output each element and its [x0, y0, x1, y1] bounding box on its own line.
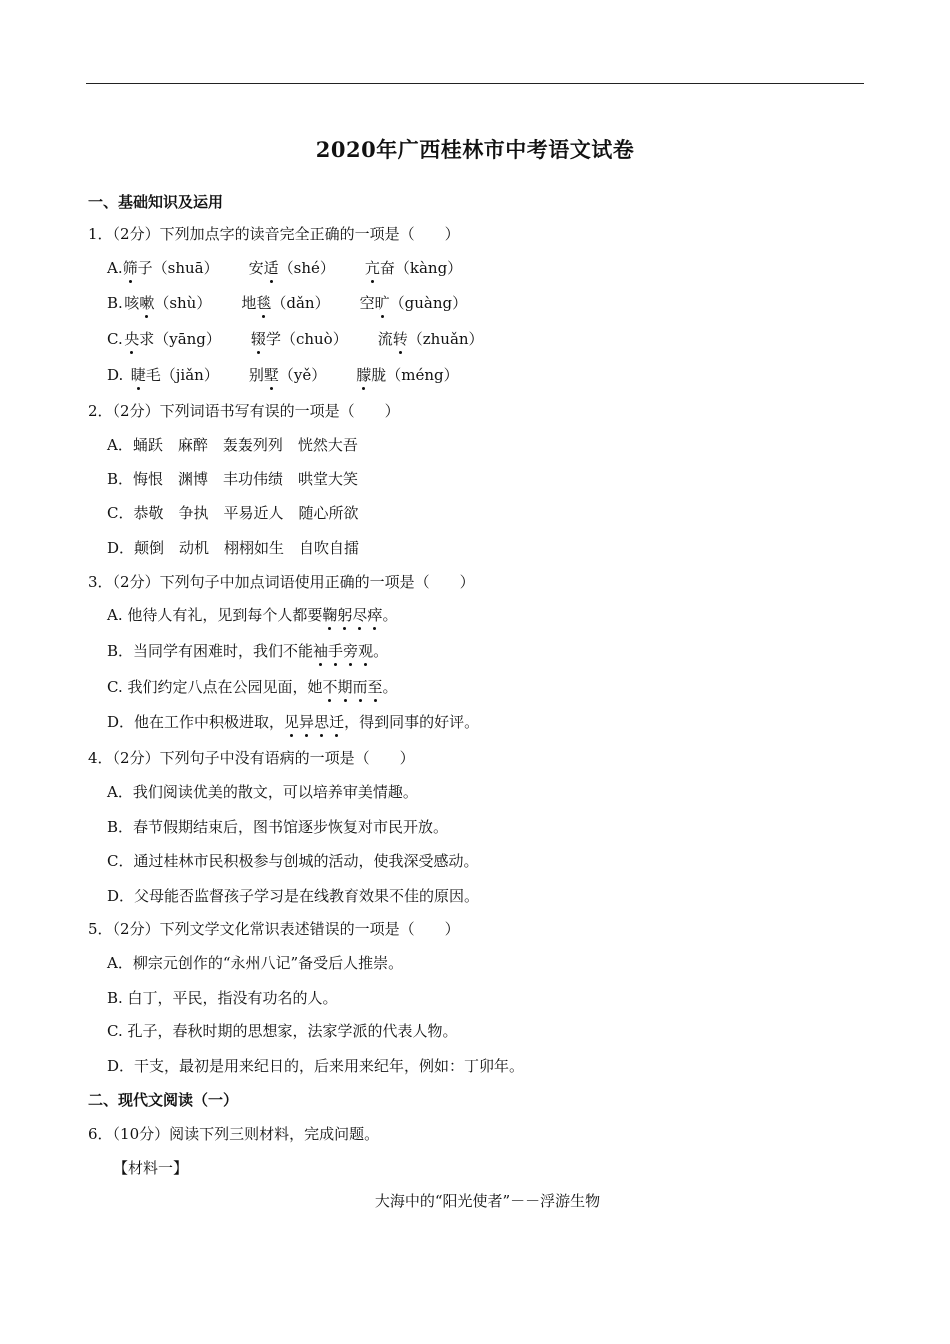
option-text: 学（chuò） — [265, 330, 348, 348]
dotted-char: 辍 — [250, 330, 266, 348]
dotted-char: 思 — [314, 713, 330, 731]
header-rule — [86, 83, 864, 84]
option-text: 安 — [248, 259, 264, 277]
dotted-char: 筛 — [122, 259, 138, 277]
dotted-char: 期 — [337, 678, 353, 696]
option-text: 别 — [248, 366, 264, 384]
question-1-option-d[interactable] — [107, 364, 459, 385]
option-text: 胧（méng） — [371, 366, 459, 384]
question-1-option-b[interactable] — [107, 292, 467, 313]
question-5-option-c[interactable]: C. 孔子，春秋时期的思想家，法家学派的代表人物。 — [107, 1022, 458, 1040]
question-4-stem: 4．（2分）下列句子中没有语病的一项是（ ） — [88, 749, 415, 767]
option-text: 地 — [241, 294, 257, 312]
option-text: 。 — [373, 642, 389, 660]
option-text: （shé） — [278, 259, 335, 277]
option-label: B. — [107, 294, 123, 312]
option-text: （shù） — [154, 294, 212, 312]
option-text: 子（shuā） — [137, 259, 219, 277]
option-text: 求（yāng） — [139, 330, 221, 348]
option-label: D. — [107, 366, 124, 384]
dotted-char: 鞠 — [322, 606, 338, 624]
option-text: 空 — [359, 294, 375, 312]
question-4-option-b[interactable]: B．春节假期结束后，图书馆逐步恢复对市民开放。 — [107, 818, 449, 836]
question-3-option-d[interactable] — [107, 711, 479, 732]
section-heading-1: 一、基础知识及运用 — [88, 193, 224, 211]
question-2-option-d[interactable]: D．颠倒 动机 栩栩如生 自吹自擂 — [107, 539, 360, 557]
question-3-stem: 3．（2分）下列句子中加点词语使用正确的一项是（ ） — [88, 573, 475, 591]
dotted-char: 袖 — [313, 642, 329, 660]
question-2-option-b[interactable]: B．悔恨 渊博 丰功伟绩 哄堂大笑 — [107, 470, 359, 488]
option-text: （guàng） — [389, 294, 468, 312]
dotted-char: 亢 — [364, 259, 380, 277]
question-5-option-a[interactable]: A．柳宗元创作的“永州八记”备受后人推崇。 — [107, 954, 404, 972]
dotted-char: 毯 — [256, 294, 272, 312]
question-1-stem: 1．（2分）下列加点字的读音完全正确的一项是（ ） — [88, 225, 460, 243]
option-text: D．他在工作中积极进取， — [107, 713, 285, 731]
question-5-option-b[interactable]: B. 白丁，平民，指没有功名的人。 — [107, 989, 338, 1007]
page-title: 2020年广西桂林市中考语文试卷 — [315, 137, 635, 162]
option-text: 毛（jiǎn） — [145, 366, 219, 384]
dotted-char: 不 — [322, 678, 338, 696]
question-5-option-d[interactable]: D．干支，最初是用来纪日的，后来用来纪年，例如：丁卯年。 — [107, 1057, 525, 1075]
option-label: A. — [107, 259, 123, 277]
option-text: A. 他待人有礼，见到每个人都要 — [107, 606, 323, 624]
question-1-option-a[interactable] — [107, 257, 462, 278]
dotted-char: 适 — [263, 259, 279, 277]
option-label: C. — [107, 330, 123, 348]
dotted-char: 央 — [124, 330, 140, 348]
question-5-stem: 5．（2分）下列文学文化常识表述错误的一项是（ ） — [88, 920, 460, 938]
dotted-char: 见 — [284, 713, 300, 731]
option-text: （dǎn） — [271, 294, 330, 312]
dotted-char: 迁 — [329, 713, 345, 731]
question-1-option-c[interactable] — [107, 328, 484, 349]
option-text: C. 我们约定八点在公园见面，她 — [107, 678, 323, 696]
dotted-char: 躬 — [337, 606, 353, 624]
option-text: B．当同学有困难时，我们不能 — [107, 642, 314, 660]
question-2-option-a[interactable]: A．蛹跃 麻醉 轰轰列列 恍然大吾 — [107, 436, 358, 454]
question-2-stem: 2．（2分）下列词语书写有误的一项是（ ） — [88, 402, 400, 420]
option-text: （zhuǎn） — [407, 330, 484, 348]
dotted-char: 旷 — [374, 294, 390, 312]
option-text: ，得到同事的好评。 — [344, 713, 480, 731]
option-text: 流 — [377, 330, 393, 348]
question-6-stem: 6．（10分）阅读下列三则材料，完成问题。 — [88, 1125, 380, 1143]
question-4-option-a[interactable]: A．我们阅读优美的散文，可以培养审美情趣。 — [107, 783, 418, 801]
option-text: 奋（kàng） — [379, 259, 463, 277]
dotted-char: 至 — [367, 678, 383, 696]
option-text: （yě） — [278, 366, 327, 384]
section-heading-2: 二、现代文阅读（一） — [88, 1091, 239, 1109]
dotted-char: 旁 — [343, 642, 359, 660]
option-text: 。 — [382, 678, 398, 696]
option-text: 咳 — [124, 294, 140, 312]
question-3-option-c[interactable] — [107, 676, 398, 697]
material-label: 【材料一】 — [113, 1159, 189, 1177]
dotted-char: 异 — [299, 713, 315, 731]
dotted-char: 睫 — [130, 366, 146, 384]
material-heading: 大海中的“阳光使者”－－浮游生物 — [374, 1192, 601, 1210]
question-4-option-c[interactable]: C．通过桂林市民积极参与创城的活动，使我深受感动。 — [107, 852, 479, 870]
dotted-char: 观 — [358, 642, 374, 660]
question-2-option-c[interactable]: C．恭敬 争执 平易近人 随心所欲 — [107, 504, 359, 522]
dotted-char: 瘁 — [367, 606, 383, 624]
dotted-char: 手 — [328, 642, 344, 660]
dotted-char: 尽 — [352, 606, 368, 624]
question-3-option-b[interactable] — [107, 640, 388, 661]
dotted-char: 朦 — [356, 366, 372, 384]
question-3-option-a[interactable] — [107, 604, 397, 625]
question-4-option-d[interactable]: D．父母能否监督孩子学习是在线教育效果不佳的原因。 — [107, 887, 480, 905]
option-text: 。 — [382, 606, 398, 624]
dotted-char: 而 — [352, 678, 368, 696]
dotted-char: 嗽 — [139, 294, 155, 312]
dotted-char: 转 — [392, 330, 408, 348]
dotted-char: 墅 — [263, 366, 279, 384]
